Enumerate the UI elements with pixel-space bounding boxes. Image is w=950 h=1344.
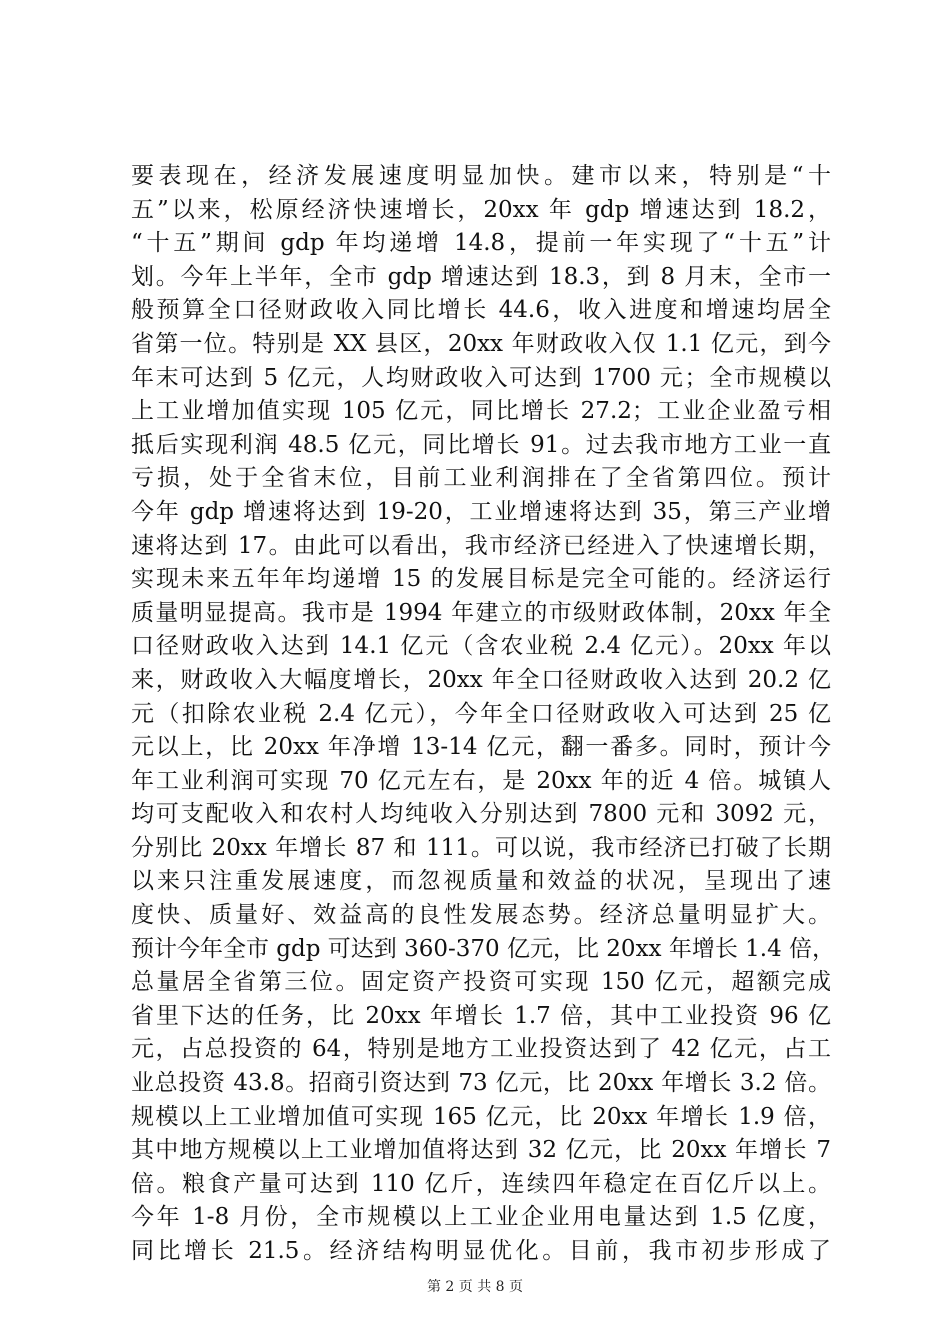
text-line: 分别比 20xx 年增长 87 和 111。可以说，我市经济已打破了长期 [131, 834, 831, 861]
text-line: 规模以上工业增加值可实现 165 亿元，比 20xx 年增长 1.9 倍， [131, 1103, 831, 1130]
text-line: 倍。粮食产量可达到 110 亿斤，连续四年稳定在百亿斤以上。 [131, 1170, 831, 1197]
text-line: 要表现在，经济发展速度明显加快。建市以来，特别是“十 [131, 163, 831, 189]
text-line: 实现未来五年年均递增 15 的发展目标是完全可能的。经济运行 [131, 566, 831, 593]
text-line: 口径财政收入达到 14.1 亿元（含农业税 2.4 亿元）。20xx 年以 [131, 633, 831, 660]
text-line: 以来只注重发展速度，而忽视质量和效益的状况，呈现出了速 [131, 868, 831, 895]
text-line: 度快、质量好、效益高的良性发展态势。经济总量明显扩大。 [131, 902, 831, 929]
text-line: 同比增长 21.5。经济结构明显优化。目前，我市初步形成了 [131, 1238, 831, 1264]
text-line: 元以上，比 20xx 年净增 13-14 亿元，翻一番多。同时，预计今 [131, 734, 831, 761]
text-line: “十五”期间 gdp 年均递增 14.8，提前一年实现了“十五”计 [131, 230, 831, 257]
text-line: 均可支配收入和农村人均纯收入分别达到 7800 元和 3092 元， [131, 801, 831, 828]
text-line: 亏损，处于全省末位，目前工业利润排在了全省第四位。预计 [131, 465, 831, 492]
text-line: 元，占总投资的 64，特别是地方工业投资达到了 42 亿元，占工 [131, 1036, 831, 1063]
text-line: 上工业增加值实现 105 亿元，同比增长 27.2；工业企业盈亏相 [131, 398, 831, 425]
text-line: 划。今年上半年，全市 gdp 增速达到 18.3，到 8 月末，全市一 [131, 263, 831, 290]
text-line: 年末可达到 5 亿元，人均财政收入可达到 1700 元；全市规模以 [131, 364, 831, 391]
text-line: 来，财政收入大幅度增长，20xx 年全口径财政收入达到 20.2 亿 [131, 666, 831, 693]
text-line: 年工业利润可实现 70 亿元左右，是 20xx 年的近 4 倍。城镇人 [131, 767, 831, 794]
text-line: 总量居全省第三位。固定资产投资可实现 150 亿元，超额完成 [131, 969, 831, 996]
text-line: 抵后实现利润 48.5 亿元，同比增长 91。过去我市地方工业一直 [131, 431, 831, 458]
text-line: 业总投资 43.8。招商引资达到 73 亿元，比 20xx 年增长 3.2 倍。 [131, 1070, 831, 1097]
page-number-footer: 第 2 页 共 8 页 [426, 1279, 524, 1295]
text-line: 元（扣除农业税 2.4 亿元），今年全口径财政收入可达到 25 亿 [131, 700, 831, 727]
text-line: 质量明显提高。我市是 1994 年建立的市级财政体制，20xx 年全 [131, 599, 831, 626]
text-line: 其中地方规模以上工业增加值将达到 32 亿元，比 20xx 年增长 7 [131, 1137, 831, 1164]
text-line: 省第一位。特别是 XX 县区，20xx 年财政收入仅 1.1 亿元，到今 [131, 330, 831, 357]
text-line: 般预算全口径财政收入同比增长 44.6，收入进度和增速均居全 [131, 297, 831, 324]
text-line: 预计今年全市 gdp 可达到 360-370 亿元，比 20xx 年增长 1.4 倍， [131, 935, 836, 962]
text-line: 省里下达的任务，比 20xx 年增长 1.7 倍，其中工业投资 96 亿 [131, 1002, 831, 1029]
body-text [131, 160, 836, 1269]
text-line: 今年 gdp 增速将达到 19-20，工业增速将达到 35，第三产业增 [131, 498, 831, 525]
text-line: 今年 1-8 月份，全市规模以上工业企业用电量达到 1.5 亿度， [131, 1204, 831, 1231]
text-line: 速将达到 17。由此可以看出，我市经济已经进入了快速增长期， [131, 532, 831, 559]
text-line: 五”以来，松原经济快速增长，20xx 年 gdp 增速达到 18.2， [131, 196, 831, 223]
